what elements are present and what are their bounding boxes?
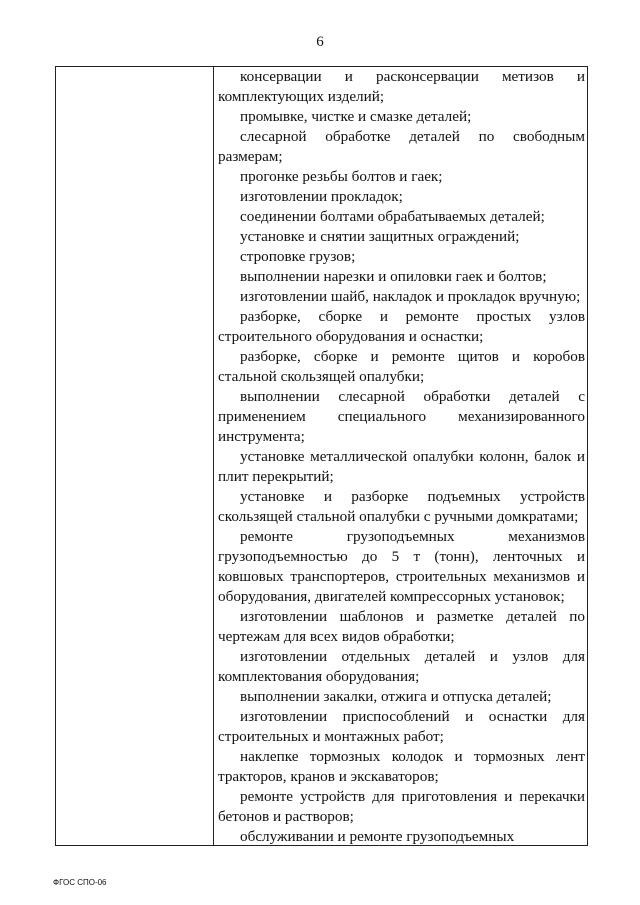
list-item: изготовлении отдельных деталей и узлов для комплектования оборудования; [218,648,585,685]
list-item: установке и разборке подъемных устройств скользящей стальной опалубки с ручными домкратами; [218,488,585,525]
list-item: изготовлении шайб, накладок и прокладок вручную; [240,288,581,305]
list-item: соединении болтами обрабатываемых деталей; [240,208,545,225]
table-left-cell [56,67,214,845]
list-item: выполнении слесарной обработки деталей с применением специального механизированного инструмента; [218,388,585,445]
list-item: строповке грузов; [240,248,356,265]
list-item: промывке, чистке и смазке деталей; [240,108,472,125]
list-item: обслуживании и ремонте грузоподъемных [240,828,515,845]
list-item: изготовлении приспособлений и оснастки для строительных и монтажных работ; [218,708,585,745]
list-item: разборке, сборке и ремонте простых узлов строительного оборудования и оснастки; [218,308,585,345]
list-item: изготовлении шаблонов и разметке деталей по чертежам для всех видов обработки; [218,608,585,645]
page-number: 6 [316,34,324,50]
list-item: ремонте устройств для приготовления и перекачки бетонов и растворов; [218,788,585,825]
content-table [55,66,588,846]
document-footer: ФГОС СПО-06 [53,878,107,887]
list-item: выполнении закалки, отжига и отпуска деталей; [240,688,552,705]
list-item: прогонке резьбы болтов и гаек; [240,168,443,185]
list-item: ремонте грузоподъемных механизмов грузоподъемностью до 5 т (тонн), ленточных и ковшовых транспортеров, строительных механизмов и оборудования, двигателей компрессорных установок; [218,528,585,605]
list-item: установке металлической опалубки колонн, балок и плит перекрытий; [218,448,585,485]
list-item: установке и снятии защитных ограждений; [240,228,520,245]
list-item: консервации и расконсервации метизов и комплектующих изделий; [218,68,585,105]
list-item: разборке, сборке и ремонте щитов и коробов стальной скользящей опалубки; [218,348,585,385]
table-right-cell [218,67,585,845]
list-item: слесарной обработке деталей по свободным размерам; [218,128,585,165]
list-item: изготовлении прокладок; [240,188,403,205]
list-item: выполнении нарезки и опиловки гаек и болтов; [240,268,547,285]
list-item: наклепке тормозных колодок и тормозных лент тракторов, кранов и экскаваторов; [218,748,585,785]
